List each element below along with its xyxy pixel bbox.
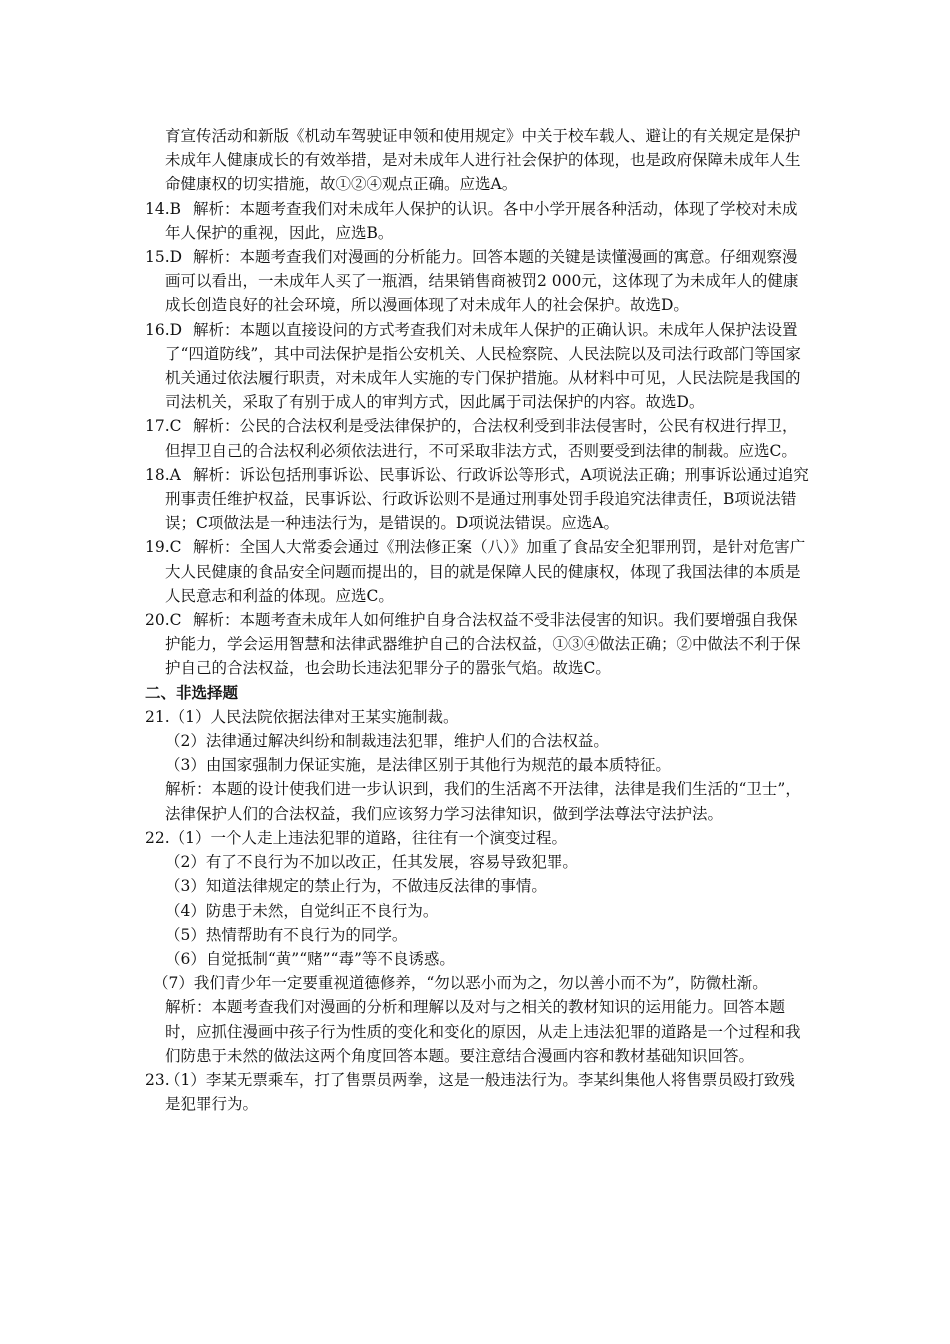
answer-number: 17.C (145, 417, 182, 436)
answer-line: （2）法律通过解决纠纷和制裁违法犯罪，维护人们的合法权益。 (165, 732, 609, 751)
answer-19 (145, 535, 810, 608)
answer-14 (145, 197, 810, 245)
answer-line: （5）热情帮助有不良行为的同学。 (165, 925, 408, 944)
intro-paragraph (145, 124, 810, 197)
answer-16 (145, 318, 810, 415)
answer-17 (145, 414, 810, 462)
answer-text: 解析：公民的合法权利是受法律保护的，合法权利受到非法侵害时，公民有权进行捍卫，但捍卫自己的合法权利必须依法进行，不可采取非法方式，否则要受到法律的制裁。应选C。 (165, 417, 798, 460)
answer-line: （4）防患于未然，自觉纠正不良行为。 (165, 901, 439, 920)
answer-text: 解析：本题以直接设问的方式考查我们对未成年人保护的正确认识。未成年人保护法设置了“四道防线”，其中司法保护是指公安机关、人民检察院、人民法院以及司法行政部门等国家机关通过依法履行职责，对未成年人实施的专门保护措施。从材料中可见，人民法院是我国的司法机关，采取了有别于成人的审判方式，因此属于司法保护的内容。故选D。 (165, 320, 801, 412)
answer-line: （6）自觉抵制“黄”“赌”“毒”等不良诱惑。 (165, 949, 455, 968)
answer-line: （1）李某无票乘车，打了售票员两拳，这是一般违法行为。李某纠集他人将售票员殴打致残是犯罪行为。 (165, 1070, 795, 1114)
answer-number: 23. (145, 1070, 170, 1089)
answer-21 (145, 705, 810, 826)
answer-line: （1）人民法院依据法律对王某实施制裁。 (169, 707, 459, 726)
answer-text: 解析：全国人大常委会通过《刑法修正案（八）》加重了食品安全犯罪刑罚，是针对危害广大人民健康的食品安全问题而提出的，目的就是保障人民的健康权，体现了我国法律的本质是人民意志和利益的体现。应选C。 (165, 538, 806, 605)
answer-number: 20.C (145, 611, 182, 630)
answer-analysis: 解析：本题考查我们对漫画的分析和理解以及对与之相关的教材知识的运用能力。回答本题时，应抓住漫画中孩子行为性质的变化和变化的原因，从走上违法犯罪的道路是一个过程和我们防患于未然的做法这两个角度回答本题。要注意结合漫画内容和教材基础知识回答。 (165, 998, 801, 1065)
answer-number: 22. (145, 828, 170, 847)
answer-15 (145, 245, 810, 318)
answer-23 (145, 1068, 810, 1116)
section-heading: 二、非选择题 (145, 682, 239, 702)
intro-text: 育宣传活动和新版《机动车驾驶证申领和使用规定》中关于校车载人、避让的有关规定是保护未成年人健康成长的有效举措，是对未成年人进行社会保护的体现，也是政府保障未成年人生命健康权的切实措施，故①②④观点正确。应选A。 (165, 127, 801, 194)
answer-text: 解析：本题考查我们对未成年人保护的认识。各中小学开展各种活动，体现了学校对未成年人保护的重视，因此，应选B。 (165, 199, 798, 242)
answer-number: 14.B (145, 199, 182, 218)
answer-analysis: 解析：本题的设计使我们进一步认识到，我们的生活离不开法律，法律是我们生活的“卫士”，法律保护人们的合法权益，我们应该努力学习法律知识，做到学法尊法守法护法。 (165, 780, 801, 823)
answer-22 (145, 826, 810, 1068)
answer-20 (145, 608, 810, 681)
answer-number: 19.C (145, 538, 182, 557)
answer-line: （1）一个人走上违法犯罪的道路，往往有一个演变过程。 (169, 828, 568, 847)
answer-18 (145, 463, 810, 536)
answer-text: 解析：诉讼包括刑事诉讼、民事诉讼、行政诉讼等形式，A项说法正确；刑事诉讼通过追究刑事责任维护权益，民事诉讼、行政诉讼则不是通过刑事处罚手段追究法律责任，B项说法错误；C项做法是一种违法行为，是错误的。D项说法错误。应选A。 (165, 465, 809, 533)
answer-line: （3）由国家强制力保证实施，是法律区别于其他行为规范的最本质特征。 (165, 756, 671, 775)
answer-text: 解析：本题考查未成年人如何维护自身合法权益不受非法侵害的知识。我们要增强自我保护能力，学会运用智慧和法律武器维护自己的合法权益，①③④做法正确；②中做法不利于保护自己的合法权益，也会助长违法犯罪分子的嚣张气焰。故选C。 (165, 611, 801, 678)
answer-23-first-line (145, 1068, 810, 1116)
answer-22-first-line (145, 826, 810, 850)
answer-content (145, 124, 810, 1116)
answer-number: 15.D (145, 248, 183, 267)
answer-number: 18.A (145, 465, 181, 484)
answer-number: 16.D (145, 320, 183, 339)
answer-text: 解析：本题考查我们对漫画的分析能力。回答本题的关键是读懂漫画的寓意。仔细观察漫画可以看出，一未成年人买了一瓶酒，结果销售商被罚2 000元，这体现了为未成年人的健康成长创造良好的社会环境，所以漫画体现了对未成年人的社会保护。故选D。 (165, 248, 799, 315)
answer-number: 21. (145, 707, 170, 726)
answer-line: （2）有了不良行为不加以改正，任其发展，容易导致犯罪。 (165, 853, 578, 872)
answer-21-first-line (145, 705, 810, 729)
answer-line: （7）我们青少年一定要重视道德修养，“勿以恶小而为之，勿以善小而不为”，防微杜渐。 (153, 974, 768, 993)
answer-line: （3）知道法律规定的禁止行为，不做违反法律的事情。 (165, 877, 547, 896)
